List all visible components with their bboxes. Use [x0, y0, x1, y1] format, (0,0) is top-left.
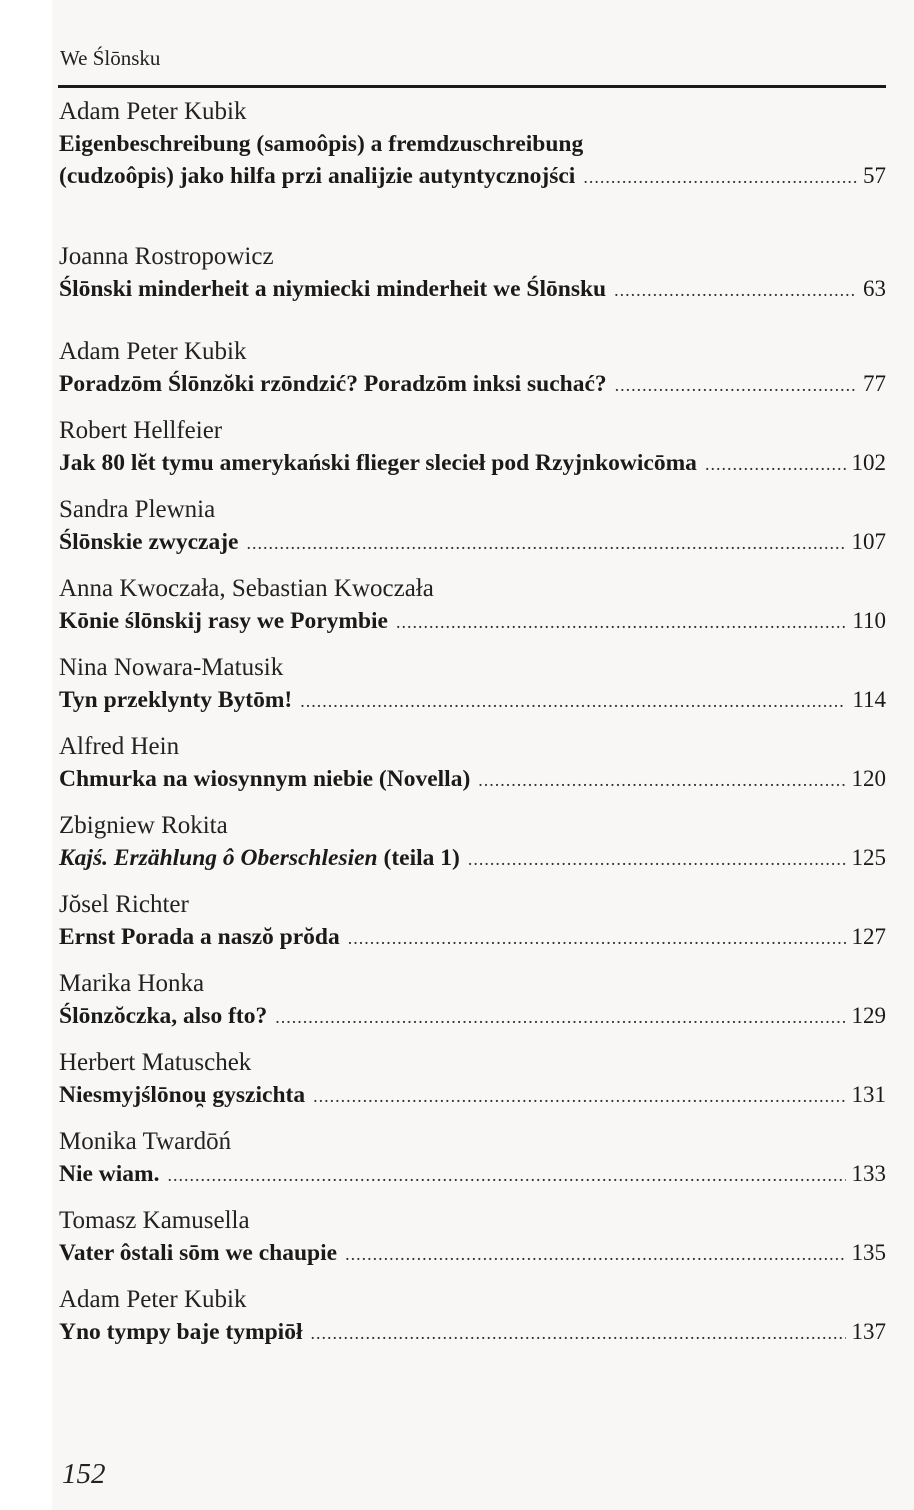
entry-page-number: 125	[851, 845, 886, 870]
entry-author: Anna Kwoczała, Sebastian Kwoczała	[59, 575, 434, 602]
entry-author: Adam Peter Kubik	[59, 98, 247, 125]
entry-author: Robert Hellfeier	[59, 417, 223, 444]
entry-title: Chmurka na wiosynnym niebie (Novella)	[59, 766, 471, 792]
entry-page-number: 127	[851, 924, 886, 949]
entry-title-line	[59, 921, 886, 954]
leader-dots	[345, 1238, 845, 1270]
entry-title: Vater ôstali sōm we chaupie	[59, 1240, 338, 1266]
entry-title	[59, 842, 460, 874]
entry-title-line	[59, 1158, 886, 1191]
entry-author: Marika Honka	[59, 970, 205, 997]
entry-title-line	[59, 447, 886, 480]
entry-title: Yno tympy baje tympiōł	[59, 1319, 303, 1345]
entry-title-rest: (teila 1)	[377, 845, 460, 871]
entry-author: Jŏsel Richter	[59, 891, 189, 918]
entry-page-number: 114	[852, 687, 886, 712]
toc-entry	[59, 889, 886, 968]
entry-title-line	[59, 160, 886, 193]
toc-entry	[59, 494, 886, 573]
entry-page-number: 63	[863, 276, 886, 301]
leader-dots	[614, 274, 857, 306]
entry-author: Alfred Hein	[59, 733, 180, 760]
toc-entry	[59, 573, 886, 652]
leader-dots	[348, 922, 846, 954]
entry-title: Jak 80 lĕt tymu amerykański flieger slecieł pod Rzyjnkowicōma	[59, 450, 697, 476]
entry-title-line	[59, 1000, 886, 1033]
entry-author: Monika Twardōń	[59, 1128, 232, 1155]
entry-title-line	[59, 1079, 886, 1112]
entry-author: Herbert Matuschek	[59, 1049, 252, 1076]
entry-title-line	[59, 526, 886, 559]
entry-title: (cudzoôpis) jako hilfa przi analijzie autyntycznojści	[59, 163, 576, 189]
leader-dots	[615, 369, 857, 401]
entry-page-number: 137	[851, 1319, 886, 1344]
entry-page-number: 110	[852, 608, 886, 633]
entry-page-number: 133	[851, 1161, 886, 1186]
toc-entry	[59, 415, 886, 494]
entry-page-number: 129	[851, 1003, 886, 1028]
entry-author: Sandra Plewnia	[59, 496, 216, 523]
leader-dots	[275, 1001, 845, 1033]
entry-title-line	[59, 368, 886, 401]
page-number: 152	[62, 1458, 106, 1490]
leader-dots	[311, 1317, 846, 1349]
entry-title: Nie wiam.	[59, 1161, 160, 1187]
leader-dots	[478, 764, 845, 796]
leader-dots	[300, 685, 846, 717]
toc-entry	[59, 96, 886, 241]
entry-page-number: 57	[863, 163, 886, 188]
entry-title: Ślōnzŏczka, also fto?	[59, 1003, 268, 1029]
entry-page-number: 77	[863, 371, 886, 396]
entry-title: Tyn przeklynty Bytōm!	[59, 687, 293, 713]
entry-title: Ślōnski minderheit a niymiecki minderheit we Ślōnsku	[59, 276, 607, 302]
entry-title-line	[59, 1316, 886, 1349]
entry-title: Kōnie ślōnskij rasy we Porymbie	[59, 608, 388, 634]
entry-title-line	[59, 1237, 886, 1270]
entry-title-line	[59, 684, 886, 717]
entry-author: Nina Nowara-Matusik	[59, 654, 284, 681]
entry-page-number: 135	[851, 1240, 886, 1265]
entry-title-line	[59, 128, 886, 160]
leader-dots	[468, 843, 846, 875]
toc-entry	[59, 810, 886, 889]
toc-entry	[59, 336, 886, 415]
entry-title: Niesmyjślōnou̯ gyszichta	[59, 1082, 306, 1108]
table-of-contents	[59, 96, 886, 1363]
toc-entry	[59, 968, 886, 1047]
leader-dots	[583, 161, 857, 193]
entry-page-number: 131	[851, 1082, 886, 1107]
toc-entry	[59, 652, 886, 731]
leader-dots	[313, 1080, 845, 1112]
leader-dots	[168, 1159, 846, 1191]
entry-author: Zbigniew Rokita	[59, 812, 228, 839]
toc-entry	[59, 1126, 886, 1205]
entry-author: Joanna Rostropowicz	[59, 243, 274, 270]
entry-title-line	[59, 273, 886, 306]
running-head: We Ślōnsku	[60, 46, 161, 70]
entry-title: Ślōnskie zwyczaje	[59, 529, 239, 555]
entry-title-line	[59, 842, 886, 875]
entry-page-number: 107	[851, 529, 886, 554]
leader-dots	[705, 448, 846, 480]
entry-author: Adam Peter Kubik	[59, 338, 247, 365]
entry-title-italic: Kajś. Erzählung ô Oberschlesien	[59, 845, 378, 871]
entry-page-number: 120	[851, 766, 886, 791]
toc-entry	[59, 241, 886, 336]
entry-title: Poradzōm Ślōnzŏki rzōndzić? Poradzōm inksi suchać?	[59, 371, 607, 397]
entry-author: Adam Peter Kubik	[59, 1286, 247, 1313]
toc-entry	[59, 731, 886, 810]
leader-dots	[396, 606, 846, 638]
toc-entry	[59, 1205, 886, 1284]
entry-title: Ernst Porada a naszŏ prŏda	[59, 924, 340, 950]
entry-page-number: 102	[851, 450, 886, 475]
entry-title-line	[59, 605, 886, 638]
toc-entry	[59, 1284, 886, 1363]
entry-title: Eigenbeschreibung (samoôpis) a fremdzuschreibung	[59, 131, 584, 157]
header-rule	[58, 85, 886, 88]
toc-entry	[59, 1047, 886, 1126]
entry-author: Tomasz Kamusella	[59, 1207, 250, 1234]
leader-dots	[247, 527, 846, 559]
entry-title-line	[59, 763, 886, 796]
